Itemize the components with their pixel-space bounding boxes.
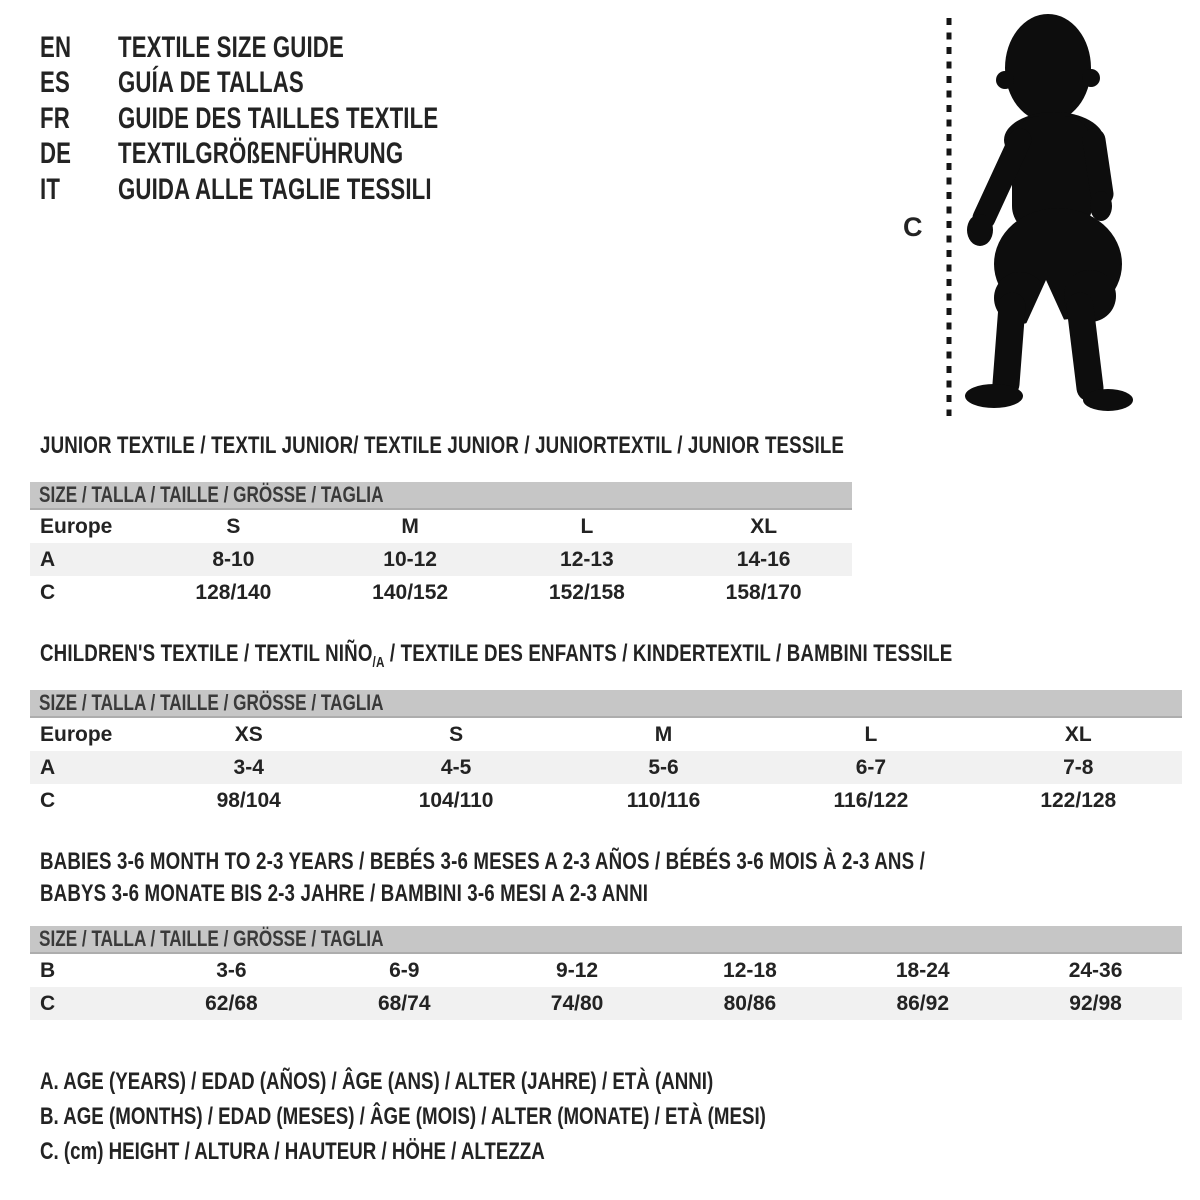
language-row-en — [40, 30, 551, 66]
table-cell: 128/140 — [195, 580, 272, 604]
language-code: IT — [40, 172, 61, 206]
table-cell: 14-16 — [736, 547, 791, 571]
guide-title-fr: GUIDE DES TAILLES TEXTILE — [118, 101, 439, 135]
table-cell: 24-36 — [1068, 958, 1123, 982]
table-cell: S — [449, 722, 464, 746]
guide-title-it: GUIDA ALLE TAGLIE TESSILI — [118, 172, 432, 206]
table-cell: 18-24 — [895, 958, 950, 982]
table-cell: 122/128 — [1040, 788, 1117, 812]
table-cell: 140/152 — [372, 580, 449, 604]
table-cell: 5-6 — [648, 755, 679, 779]
table-row — [30, 987, 1182, 1020]
table-cell: S — [226, 514, 241, 538]
babies-size-table — [30, 954, 1182, 1020]
guide-title-en: TEXTILE SIZE GUIDE — [118, 30, 344, 64]
guide-title-es: GUÍA DE TALLAS — [118, 66, 304, 100]
table-row — [30, 784, 1182, 817]
table-cell: 110/116 — [626, 788, 701, 812]
babies-size-header: SIZE / TALLA / TAILLE / GRÖSSE / TAGLIA — [30, 926, 1182, 954]
table-cell: 74/80 — [550, 991, 604, 1015]
table-row — [30, 751, 1182, 784]
nino-a-subscript: /A — [372, 653, 385, 671]
junior-size-table — [30, 510, 852, 609]
children-size-header: SIZE / TALLA / TAILLE / GRÖSSE / TAGLIA — [30, 690, 1182, 718]
table-cell: L — [864, 722, 878, 746]
table-cell: L — [580, 514, 594, 538]
table-cell: 6-7 — [855, 755, 887, 779]
junior-size-header: SIZE / TALLA / TAILLE / GRÖSSE / TAGLIA — [30, 482, 852, 510]
table-row — [30, 510, 852, 543]
babies-section-title-line1: BABIES 3-6 MONTH TO 2-3 YEARS / BEBÉS 3-6 MESES A 2-3 AÑOS / BÉBÉS 3-6 MOIS À 2-3 ANS / — [40, 848, 925, 875]
language-row-fr — [40, 101, 551, 137]
table-cell: 86/92 — [896, 991, 950, 1015]
row-label: C — [40, 991, 56, 1015]
table-cell: M — [654, 722, 673, 746]
table-cell: 10-12 — [383, 547, 437, 571]
row-label: B — [40, 958, 56, 982]
table-cell: 9-12 — [556, 958, 599, 982]
table-cell: 8-10 — [212, 547, 255, 571]
language-row-it — [40, 172, 551, 208]
row-label: Europe — [40, 514, 113, 538]
children-section-title: CHILDREN'S TEXTILE / TEXTIL $NIÑO_{/A}$ / TEXTILE DES ENFANTS / KINDERTEXTIL / BAMBINI TESSILE — [40, 640, 953, 671]
table-cell: 68/74 — [377, 991, 431, 1015]
language-code: DE — [40, 137, 72, 171]
table-row — [30, 954, 1182, 987]
table-cell: 152/158 — [548, 580, 625, 604]
table-cell: 104/110 — [418, 788, 494, 812]
row-label: Europe — [40, 722, 113, 746]
row-label: C — [40, 788, 56, 812]
legend — [40, 1064, 971, 1169]
table-cell: 92/98 — [1069, 991, 1122, 1015]
language-title-list — [40, 30, 551, 208]
figure-measure-label: C — [903, 212, 923, 242]
row-label: A — [40, 547, 56, 571]
row-label: A — [40, 755, 56, 779]
table-row — [30, 718, 1182, 751]
table-cell: 4-5 — [440, 755, 472, 779]
children-size-table — [30, 718, 1182, 817]
table-cell: 158/170 — [725, 580, 802, 604]
language-code: FR — [40, 101, 70, 135]
table-cell: 80/86 — [723, 991, 777, 1015]
table-cell: XS — [234, 722, 263, 746]
table-cell: M — [401, 514, 419, 538]
table-cell: 3-6 — [216, 958, 247, 982]
row-label: C — [40, 580, 56, 604]
table-cell: 3-4 — [233, 755, 264, 779]
guide-title-de: TEXTILGRÖßENFÜHRUNG — [118, 137, 404, 171]
language-row-de — [40, 137, 551, 173]
baby-silhouette-icon — [964, 12, 1169, 414]
legend-line-a: A. AGE (YEARS) / EDAD (AÑOS) / ÂGE (ANS) / ALTER (JAHRE) / ETÀ (ANNI) — [40, 1067, 714, 1095]
table-cell: 6-9 — [389, 958, 420, 982]
table-cell: 98/104 — [216, 788, 281, 812]
language-code: EN — [40, 30, 72, 64]
junior-section-title: JUNIOR TEXTILE / TEXTIL JUNIOR/ TEXTILE JUNIOR / JUNIORTEXTIL / JUNIOR TESSILE — [40, 432, 845, 459]
table-cell: 12-13 — [560, 547, 614, 571]
legend-line-c: C. (cm) HEIGHT / ALTURA / HAUTEUR / HÖHE / ALTEZZA — [40, 1137, 545, 1165]
table-cell: 116/122 — [833, 788, 909, 812]
table-cell: XL — [1064, 722, 1092, 746]
table-cell: 7-8 — [1063, 755, 1094, 779]
babies-section-title-line2: BABYS 3-6 MONATE BIS 2-3 JAHRE / BAMBINI 3-6 MESI A 2-3 ANNI — [40, 880, 649, 907]
legend-line-b: B. AGE (MONTHS) / EDAD (MESES) / ÂGE (MOIS) / ALTER (MONATE) / ETÀ (MESI) — [40, 1102, 766, 1130]
table-cell: 62/68 — [205, 991, 258, 1015]
table-cell: XL — [750, 514, 778, 538]
table-cell: 12-18 — [723, 958, 777, 982]
language-row-es — [40, 66, 551, 102]
language-code: ES — [40, 66, 70, 100]
table-row — [30, 543, 852, 576]
table-row — [30, 576, 852, 609]
height-dashed-line-icon — [944, 16, 954, 418]
